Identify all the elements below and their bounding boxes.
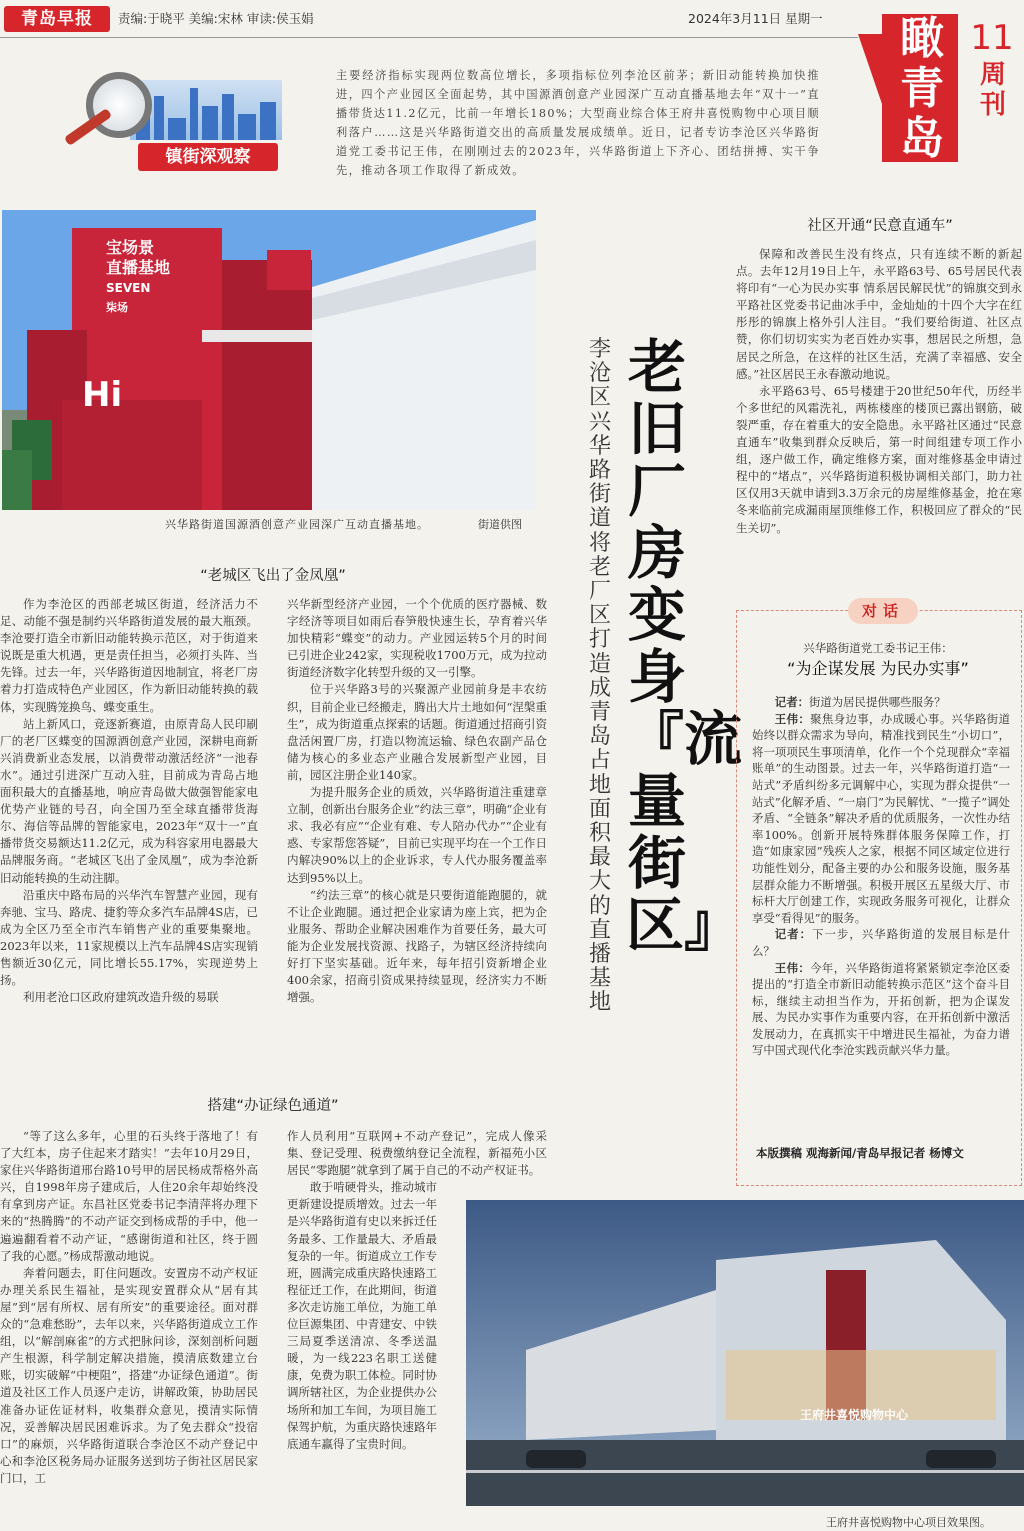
section1-col1: 作为李沧区的西部老城区街道，经济活力不足、动能不强是制约兴华路街道发展的最大瓶颈。李沧要打造全市新旧动能转换示范区，对于街道来说既是重大机遇，更是责任担当，必须打头阵、当先锋。过去一年，兴华路街道因地制宜，将老厂房着力打造成特色产业园区，作为新旧动能转换的载体，实现腾笼换鸟、蝶变重生。 站上新风口，竞逐新赛道，由原青岛人民印刷厂的老厂区蝶变的国源酒创意产业园，深耕电商新兴消费新业态发展，以消费带动激活经济“一池春水”。通过引进深广互动入驻，目前成为青岛占地面积最大的直播基地，响应青岛做大做强智能家电优势产业链的号召，向全国乃至全球直播带货海尔、海信等品牌的智能家电，2023年“双十一”直播带货交易额达11.2亿元，成为科容家用电器最大品牌服务商。“老城区飞出了金凤凰”，成为李沧新旧动能转换的生动注脚。 沿重庆中路布局的兴华汽车智慧产业园，现有奔驰、宝马、路虎、捷豹等众多汽车品牌4S店，已成为全区乃至全市汽车销售产业的重要集聚地。2023年以来，11家规模以上汽车品牌4S店实现销售额近30亿元，同比增长55.17%，实现逆势上扬。 利用老沧口区政府建筑改造升级的易联 xyxy=(0,597,258,1005)
section1-title: “老城区飞出了金凤凰” xyxy=(200,568,346,584)
section2-col2: 作人员利用“互联网+不动产登记”，完成人像采集、登记受理、税费缴纳登记全流程，新福苑小区居民“零跑腿”就拿到了属于自己的不动产权证书。 敢于啃硬骨头，推动城市更新建设提质增效。过去一年是兴华路街道有史以来拆迁任务最多、工作量最大、矛盾最复杂的一年。街道成立工作专班，圆满完成重庆路快速路工程征迁工作，在此期间，街道多次走访施工单位，为施工单位巨源集团、中青建安、中铁三局夏季送清凉、冬季送温暖，为一线223名职工送健康，免费为职工体检。同时协调所辖社区，为企业提供办公场所和加工车间，为项目施工保驾护航，为重庆路快速路年底通车赢得了宝贵时间。 xyxy=(287,1129,547,1451)
sign-scene: 宝场景 xyxy=(106,238,155,257)
section2-col1: “等了这么多年，心里的石头终于落地了！有了大红本，房子住起来才踏实！”去年10月29日，家住兴华路街道邢台路10号甲的居民杨成帮格外高兴，自1998年房子建成后，人住20余年却始终没有拿到房产证。东昌社区党委书记李清萍将办理下来的“热腾腾”的不动产证交到杨成帮的手中，他一遍遍翻看着不动产证，“感谢街道和社区，终于圆了我的心愿。”杨成帮激动地说。 奔着问题去，盯住问题改。安置房不动产权证办理关系民生福祉，是实现安置群众从“居有其屋”到“居有所权、居有所安”的重要途径。面对群众的“急难愁盼”，去年以来，兴华路街道成立工作组，以“解剖麻雀”的方式把脉问诊，深刻剖析问题产生根源，科学制定解决措施，摸清底数建立台账，切实破解“中梗阻”，搭建“办证绿色通道”。街道及社区工作人员逐户走访，讲解政策，协助居民准备办证佐证材料，收集群众意见，摸清实际情况，妥善解决居民困难诉求。为了免去群众“投宿口”的麻烦，兴华路街道联合李沧区不动产登记中心和李沧区税务局办证服务送到坊子街社区居民家门口，工 xyxy=(0,1129,258,1485)
section3-title: 社区开通“民意直通车” xyxy=(807,218,953,234)
section3-body: 保障和改善民生没有终点，只有连续不断的新起点。去年12月19日上午，永平路63号、65号居民代表将印有“一心为民办实事 情系居民解民忧”的锦旗交到永平路社区党委书记曲冰手中，金灿灿的十四个大字在红彤彤的锦旗上格外引人注目。“我们要给街道、社区点赞，你们切切实实为老百姓办实事，想居民之所想，急居民之所急，在这样的社区生活，充满了幸福感、安全感。”社区居民王永春激动地说。 永平路63号、65号楼建于20世纪50年代，历经半个多世纪的风霜洗礼，两栋楼座的楼顶已露出钢筋，破裂严重，存在着重大的安全隐患。永平路社区通过“民意直通车”收集到群众反映后，第一时间组建专项工作小组，逐户做工作，确定维修方案，面对维修基金申请过程中的“堵点”，兴华路街道积极协调相关部门，助力社区仅用3天就申请到3.3万余元的房屋维修基金，抢在寒冬来临前完成漏雨屋顶维修工作，积极回应了群众的“民生关切”。 xyxy=(736,247,1022,535)
section1-col2: 兴华新型经济产业园，一个个优质的医疗器械、数字经济等项目如雨后春笋般快速生长，孕育着兴华加快精彩“蝶变”的动力。产业园运转5个月的时间已引进企业242家，实现税收1700万元，成为拉动街道经济数字化转型升级的又一引擎。 位于兴华路3号的兴聚源产业园前身是丰农纺织，目前企业已经搬走，腾出大片土地如何“涅槃重生”，成为街道重点探索的话题。街道通过招商引资盘活闲置厂房，打造以物流运输、绿色农副产品仓储为核心的多业态产业融合发展新型产业园，目前，园区注册企业140家。 为提升服务企业的质效，兴华路街道注重建章立制，创新出台服务企业“约法三章”，明确“企业有求、我必有应”“企业有难、专人陪办代办”“企业有惑、专家帮您答疑”，目前已实现平均在一个工作日内解决90%以上的企业诉求，专人代办服务覆盖率达到95%以上。 “约法三章”的核心就是只要街道能跑腿的，就不让企业跑腿。通过把企业家请为座上宾，把为企业服务、帮助企业解决困难作为首要任务，最大可能为企业发展找资源、找路子，为辖区经济持续向好打下坚实基础。近年来，每年招引资新增企业400余家，招商引资成果持续显现，经济实力不断增强。 xyxy=(287,597,547,1005)
photo1-credit: 街道供图 xyxy=(478,518,522,531)
photo2-caption: 王府井喜悦购物中心项目效果图。 xyxy=(826,1516,991,1529)
header-divider xyxy=(0,37,858,38)
section2-title: 搭建“办证绿色通道” xyxy=(207,1098,339,1114)
photo1-caption: 兴华路街道国源酒创意产业园深广互动直播基地。 xyxy=(165,518,429,531)
photo-shopping-center xyxy=(466,1200,1024,1506)
staff-credits: 责编:于晓平 美编:宋林 审读:侯玉娟 xyxy=(118,11,314,26)
page-number: 11 xyxy=(970,18,1014,58)
sub-headline: 李沧区兴华路街道将老厂区打造成青岛占地面积最大的直播基地 xyxy=(588,337,611,1016)
magnifier-icon xyxy=(86,72,152,138)
column-badge: 镇街深观察 xyxy=(138,143,278,171)
dialogue-subtitle: 兴华路街道党工委书记王伟： xyxy=(803,641,953,655)
photo-livestream-base xyxy=(2,210,536,510)
mall-sign: 王府井喜悦购物中心 xyxy=(800,1408,909,1422)
byline: 本版撰稿 观海新闻/青岛早报记者 杨博文 xyxy=(756,1146,964,1160)
dialogue-title: 对话 xyxy=(848,598,918,624)
svg-text:Hi: Hi xyxy=(82,375,123,415)
dialogue-quote: “为企谋发展 为民办实事” xyxy=(787,659,969,678)
sign-qichang: 柒场 xyxy=(106,301,128,314)
masthead-weekly: 周刊 xyxy=(979,60,1006,120)
sign-livebase: 直播基地 xyxy=(106,258,171,277)
main-headline: 老旧厂房变身『流量街区』 xyxy=(626,333,743,959)
newspaper-logo: 青岛早报 xyxy=(4,6,110,32)
badge-skyline xyxy=(130,80,282,140)
issue-date: 2024年3月11日 星期一 xyxy=(688,11,823,26)
masthead-title: 瞰青岛 xyxy=(900,13,944,164)
sign-seven: SEVEN xyxy=(106,281,151,295)
lead-paragraph: 主要经济指标实现两位数高位增长，多项指标位列李沧区前茅；新旧动能转换加快推进，四个产业园区全面起势，其中国源酒创意产业园深广互动直播基地去年“双十一”直播带货达11.2亿元，比前一年增长180%；大型商业综合体王府井喜悦购物中心项目顺利落户……这是兴华路街道交出的高质量发展成绩单。近日，记者专访李沧区兴华路街道党工委书记王伟，在刚刚过去的2023年，兴华路街道上下齐心、团结拼搏、实干争先，推动各项工作取得了新成效。 xyxy=(336,69,820,177)
dialogue-qa: 记者：街道为居民提供哪些服务？ 王伟：聚焦身边事，办成暖心事。兴华路街道始终以群众需求为导向，精准找到民生“小切口”，将一项项民生事项清单，化作一个个兑现群众“幸福账单”的生动图景。过去一年，兴华路街道打造“一站式”矛盾纠纷多元调解中心，实现为群众提供“一站式”化解矛盾、“一扇门”为民解忧、“一揽子”调处矛盾、“全链条”解决矛盾的优质服务，一次性办结率100%。创新开展特殊群体服务保障工作，打造“如康家园”残疾人之家，根据不同区域定位进行功能性划分，配备主要的办公和服务设施，服务基层群众能力不断增强。积极开展区五星级大厅、市标杆大厅创建工作，实现政务服务可视化，让群众享受“看得见”的服务。 记者：下一步，兴华路街道的发展目标是什么？ 王伟：今年，兴华路街道将紧紧锁定李沧区委提出的“打造全市新旧动能转换示范区”这个奋斗目标，继续主动担当作为，开拓创新，把为企谋发展、为民办实事作为重要内容，在开拓创新中激活发展动力，在真抓实干中增进民生福祉，为奋力谱写中国式现代化李沧实践贡献兴华力量。 xyxy=(752,695,1010,1058)
